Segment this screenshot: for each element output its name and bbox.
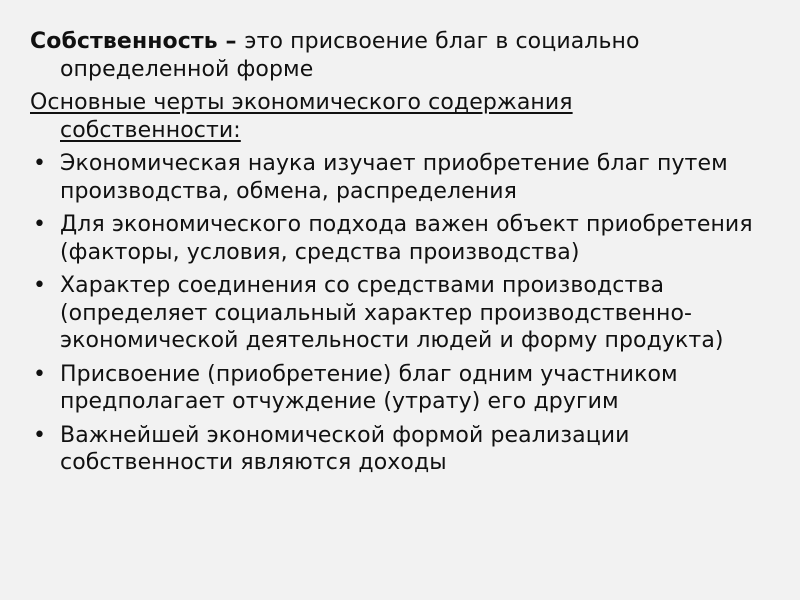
definition-term xyxy=(30,29,244,54)
features-heading xyxy=(30,89,760,144)
bullet-icon: • xyxy=(33,151,47,176)
features-heading-text: Основные черты экономического содержания собственности: xyxy=(30,90,573,143)
list-item xyxy=(30,211,760,266)
bullet-icon: • xyxy=(33,361,47,387)
list-item-text: Важнейшей экономической формой реализации собственности являются доходы xyxy=(60,422,630,475)
bullet-icon: • xyxy=(33,422,47,448)
list-item-text: Для экономического подхода важен объект приобретения (факторы, условия, средства производства) xyxy=(60,212,753,265)
definition-text: это присвоение благ в социально определенной форме xyxy=(60,29,640,82)
list-item-text: Присвоение (приобретение) благ одним участником предполагает отчуждение (утрату) его другим xyxy=(60,361,678,414)
bullet-icon: • xyxy=(33,273,47,298)
list-item xyxy=(30,361,760,416)
definition-dash: – xyxy=(217,29,245,54)
list-item xyxy=(30,272,760,355)
list-item-text: Экономическая наука изучает приобретение благ путем производства, обмена, распределения xyxy=(60,151,728,204)
bullet-icon: • xyxy=(33,212,47,237)
definition-paragraph xyxy=(30,28,760,83)
definition-term-text: Собственность xyxy=(30,29,218,54)
features-list xyxy=(30,150,760,477)
list-item xyxy=(30,150,760,205)
list-item xyxy=(30,422,760,477)
list-item-text: Характер соединения со средствами производства (определяет социальный характер производственно-экономической деятельности людей и форму продукта) xyxy=(60,273,724,353)
